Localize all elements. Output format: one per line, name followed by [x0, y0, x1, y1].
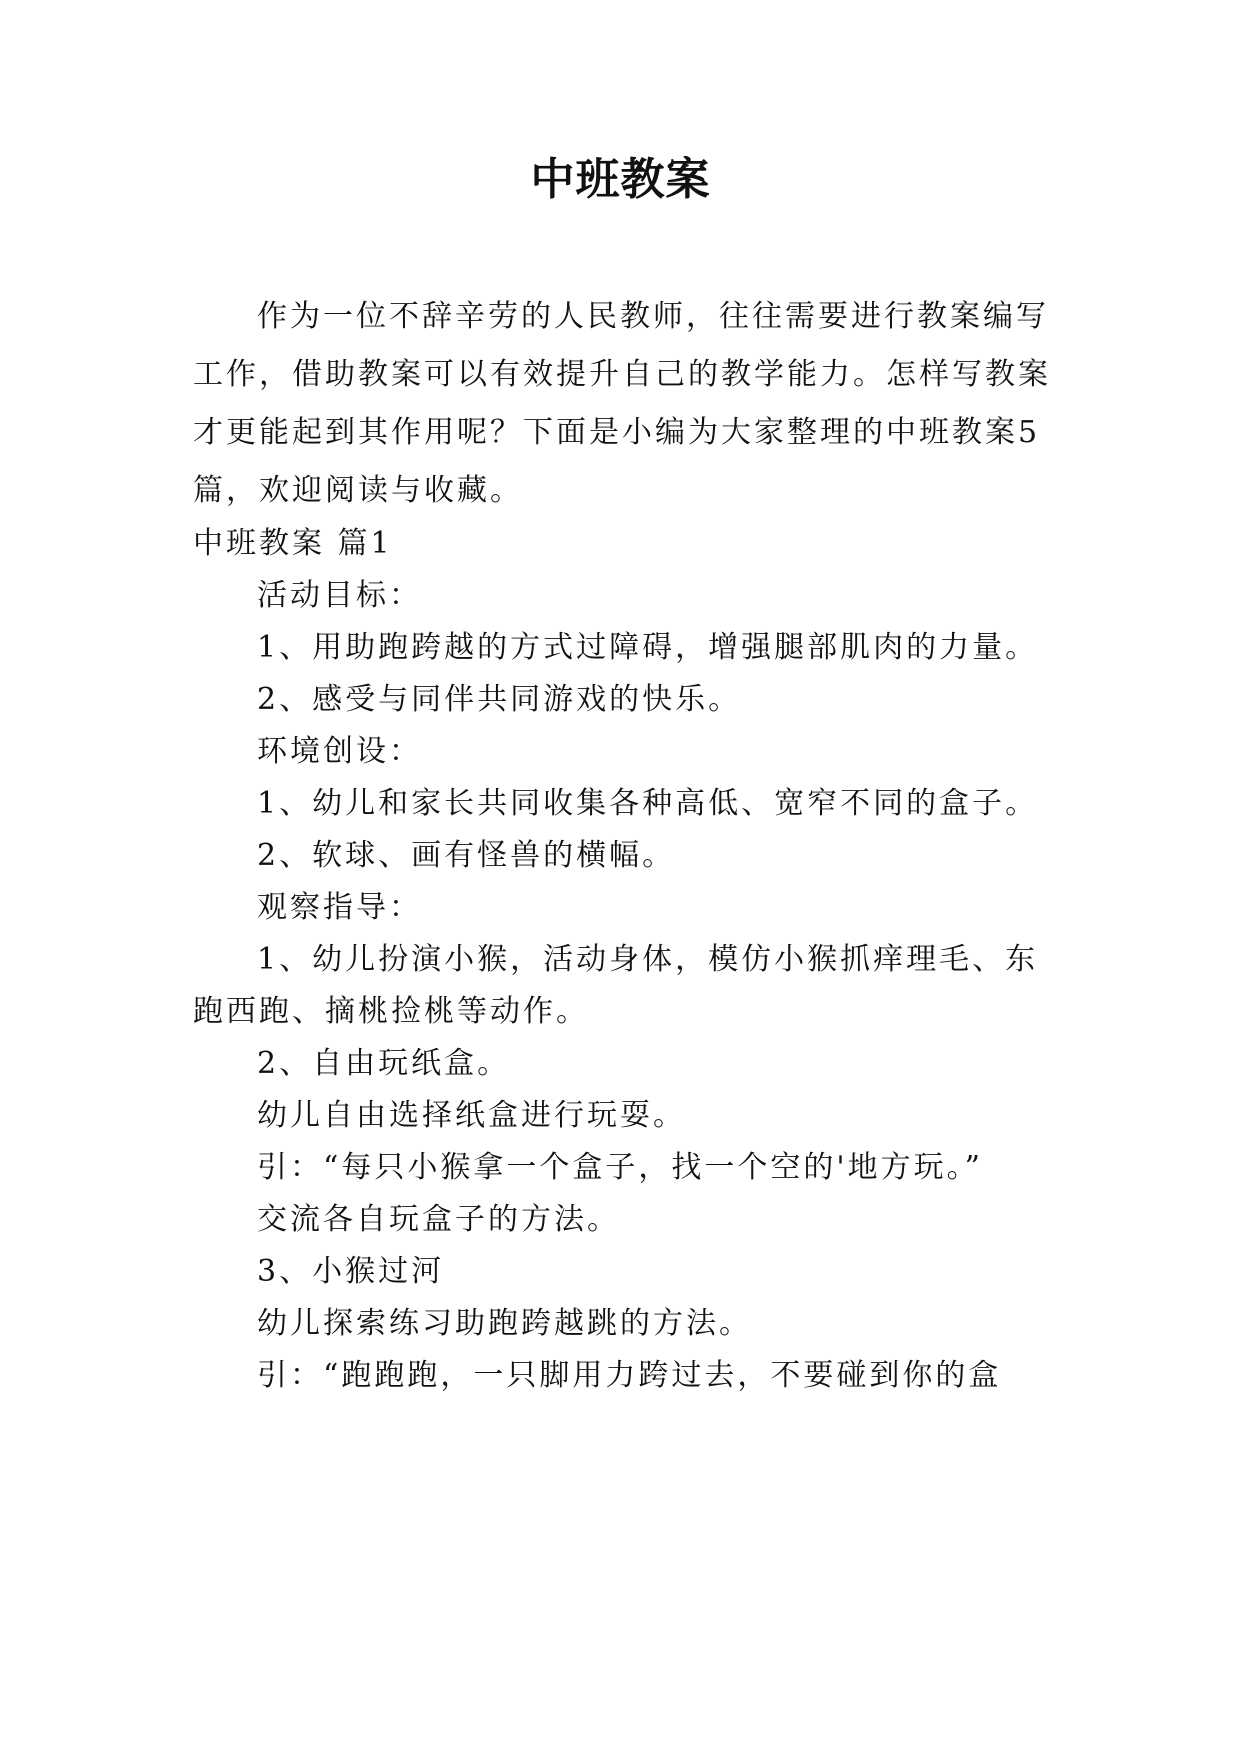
text-line: 环境创设：	[257, 734, 422, 769]
text-line: 跑西跑、摘桃捡桃等动作。	[193, 994, 589, 1029]
text-line: 交流各自玩盒子的方法。	[257, 1202, 620, 1237]
text-line: 引：“跑跑跑，一只脚用力跨过去，不要碰到你的盒	[257, 1358, 1002, 1393]
text-line: 2、软球、画有怪兽的横幅。	[257, 838, 676, 873]
page-title: 中班教案	[530, 154, 711, 205]
text-line: 2、自由玩纸盒。	[257, 1046, 511, 1081]
text-line: 3、小猴过河	[257, 1254, 445, 1289]
text-line: 引：“每只小猴拿一个盒子，找一个空的'地方玩。”	[257, 1150, 983, 1185]
intro-paragraph: 作为一位不辞辛劳的人民教师，往往需要进行教案编写工作，借助教案可以有效提升自己的教学能力。怎样写教案才更能起到其作用呢？下面是小编为大家整理的中班教案5篇，欢迎阅读与收藏。	[193, 299, 1051, 508]
text-line: 1、用助跑跨越的方式过障碍，增强腿部肌肉的力量。	[257, 630, 1039, 665]
section-heading: 中班教案 篇1	[193, 526, 393, 561]
text-line: 幼儿探索练习助跑跨越跳的方法。	[257, 1306, 752, 1341]
text-line: 观察指导：	[257, 890, 422, 925]
text-line: 2、感受与同伴共同游戏的快乐。	[257, 682, 742, 717]
text-line: 幼儿自由选择纸盒进行玩耍。	[257, 1098, 686, 1133]
text-line: 1、幼儿和家长共同收集各种高低、宽窄不同的盒子。	[257, 786, 1039, 821]
text-line: 活动目标：	[257, 578, 422, 613]
text-line: 1、幼儿扮演小猴，活动身体，模仿小猴抓痒理毛、东	[257, 942, 1039, 977]
